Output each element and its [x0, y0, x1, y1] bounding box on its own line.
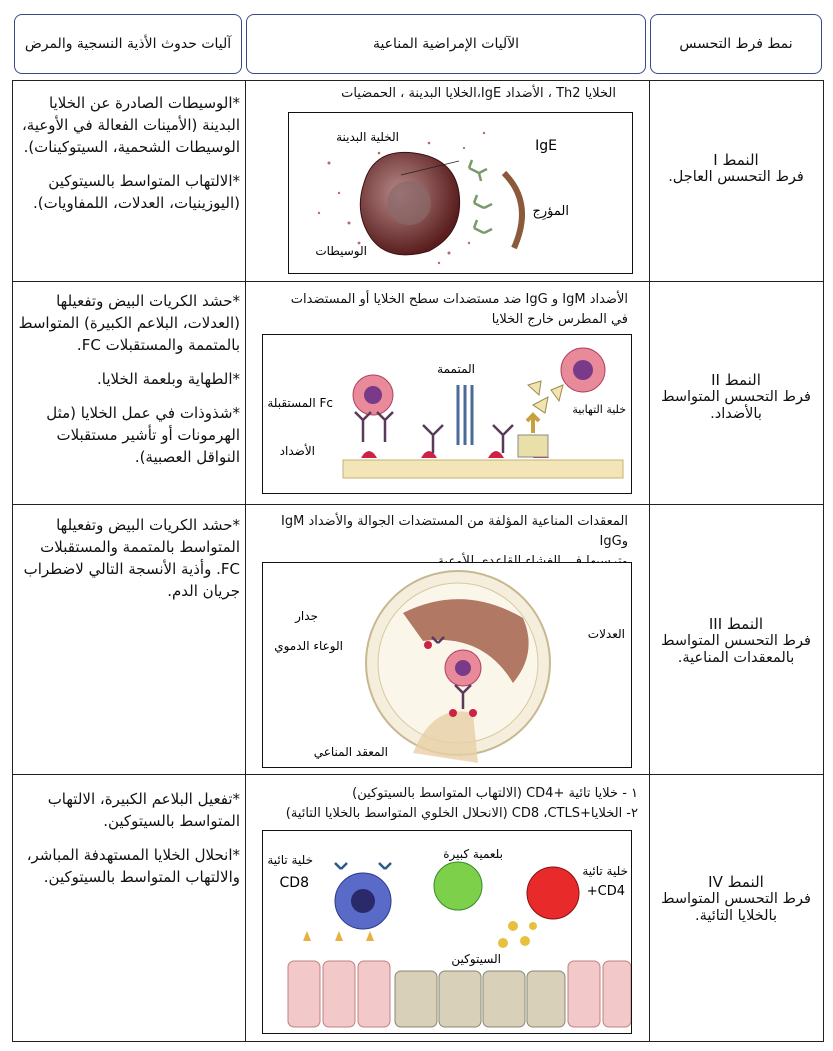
type-name: النمط III: [708, 615, 764, 633]
immune-line: ١ - خلايا تائية +CD4 (الالتهاب المتواسط بالسيتوكين): [352, 786, 638, 801]
diagram-label: خلية تائية: [582, 864, 628, 878]
row4-immune-text: [252, 784, 638, 824]
immune-line: في المطرس خارج الخلايا: [491, 312, 628, 327]
row1-mechanism: [18, 92, 240, 226]
diagram-label: الوسيطات: [315, 244, 367, 258]
row4-mechanism: [18, 788, 240, 900]
row2-type: [652, 372, 820, 423]
diagram-label: +CD4: [586, 884, 625, 899]
type-desc: فرط التحسس المتواسط بالخلايا التائية.: [661, 891, 811, 924]
mechanism-text: *حشد الكريات البيض وتفعيلها (العدلات، البلاعم الكبيرة) المتواسط بالمتممة والمستقبلات FC.: [18, 292, 240, 354]
row-divider: [13, 504, 823, 505]
row-divider: [13, 774, 823, 775]
mechanism-text: *تفعيل البلاعم الكبيرة، الالتهاب المتواسط بالسيتوكين.: [47, 790, 240, 830]
immune-line: الخلايا Th2 ، الأضداد IgE،الخلايا البدينة ، الحمضيات: [341, 86, 616, 101]
col-divider: [649, 81, 650, 1041]
row1-type: [652, 152, 820, 186]
header-immune-label: الآليات الإمراضية المناعية: [372, 36, 520, 52]
header-immune: [246, 14, 646, 74]
header-type: [650, 14, 822, 74]
type-name: النمط IV: [708, 873, 764, 891]
immune-line: الأضداد IgM و IgG ضد مستضدات سطح الخلايا أو المستضدات: [290, 292, 628, 307]
row4-type: [652, 874, 820, 925]
type-name: النمط I: [713, 151, 759, 169]
type-desc: فرط التحسس المتواسط بالمعقدات المناعية.: [661, 633, 811, 666]
header-mechanism-label: آليات حدوث الأذية النسجية والمرض: [24, 36, 232, 52]
diagram-label: خلية التهابية: [572, 403, 626, 416]
diagram-label: IgE: [535, 138, 557, 154]
mechanism-text: *شذوذات في عمل الخلايا (مثل الهرمونات أو تأشير مستقبلات النواقل العصبية).: [46, 404, 240, 466]
diagram-label: العدلات: [587, 627, 625, 641]
diagram-label: CD8: [279, 875, 309, 891]
row3-diagram: [262, 562, 632, 768]
mechanism-text: *الطهاية وبلعمة الخلايا.: [97, 370, 240, 388]
diagram-label: الأضداد: [279, 444, 315, 458]
diagram-label: المعقد المناعي: [313, 745, 388, 759]
row4-diagram: [262, 830, 632, 1034]
row2-diagram: [262, 334, 632, 494]
immune-line: ٢- الخلايا+CD8 ،CTLS (الانحلال الخلوي المتواسط بالخلايا التائية): [285, 806, 638, 821]
mechanism-text: *انحلال الخلايا المستهدفة المباشر، والالتهاب المتواسط بالسيتوكين.: [26, 846, 240, 886]
row-divider: [13, 281, 823, 282]
header-mechanism: [14, 14, 242, 74]
header-type-label: نمط فرط التحسس: [679, 36, 793, 52]
row2-immune-text: [252, 290, 628, 330]
row2-mechanism: [18, 290, 240, 480]
row1-diagram: [288, 112, 633, 274]
type-desc: فرط التحسس العاجل.: [668, 169, 804, 185]
row3-mechanism: [18, 514, 240, 614]
diagram-label: الخلية البدينة: [336, 130, 399, 144]
type-desc: فرط التحسس المتواسط بالأضداد.: [661, 389, 811, 422]
diagram-label: جدار: [295, 609, 318, 623]
diagram-label: المتممة: [437, 362, 475, 376]
mechanism-text: *الوسيطات الصادرة عن الخلايا البدينة (الأمينات الفعالة في الأوعية، الوسيطات الشحمية، السيتوكينات).: [21, 94, 240, 156]
diagram-label: الوعاء الدموي: [274, 639, 343, 653]
diagram-label: المؤرِج: [532, 204, 569, 219]
col-divider: [245, 81, 246, 1041]
mechanism-text: *الالتهاب المتواسط بالسيتوكين (اليوزينيات، العدلات، اللمفاويات).: [32, 172, 240, 212]
row1-immune-text: [256, 84, 616, 104]
immune-line: المعقدات المناعية المؤلفة من المستضدات الجوالة والأضداد IgM وIgG: [281, 514, 628, 549]
diagram-label: المستقبلة Fc: [267, 396, 333, 410]
diagram-label: السيتوكين: [451, 952, 501, 966]
diagram-label: خلية تائية: [267, 853, 313, 867]
type-name: النمط II: [711, 371, 761, 389]
row3-type: [652, 616, 820, 667]
mechanism-text: *حشد الكريات البيض وتفعيلها المتواسط بالمتممة والمستقبلات FC. وأذية الأنسجة التالي لاضطراب جريان الدم.: [23, 516, 240, 600]
diagram-label: بلعمية كبيرة: [443, 847, 503, 861]
